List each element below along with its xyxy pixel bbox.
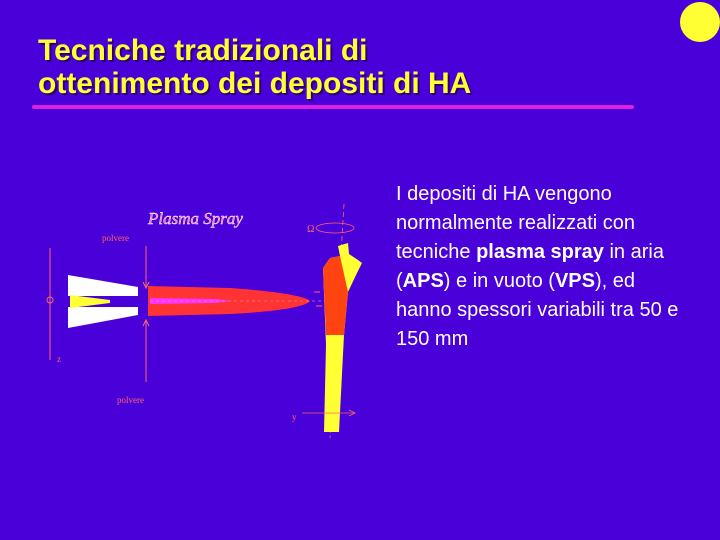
torch-cathode [70, 295, 110, 308]
powder-label-bottom: polvere [117, 395, 144, 405]
slide-title [38, 34, 638, 100]
plasma-spray-diagram [0, 170, 380, 450]
corner-decoration [680, 2, 720, 42]
y-axis-label: y [292, 412, 297, 422]
body-text-4: ), ed hanno spessori variabili tra 50 e 150 mm [396, 270, 679, 350]
title-line-1: Tecniche tradizionali di [38, 34, 368, 67]
diagram-caption: Plasma Spray [148, 209, 243, 228]
body-bold-plasma-spray: plasma spray [476, 241, 604, 263]
body-bold-vps: VPS [554, 270, 595, 292]
body-bold-aps: APS [402, 270, 444, 292]
body-text-2: in aria ( [396, 241, 664, 292]
rotation-arrow [316, 223, 354, 233]
body-text-1: I depositi di HA vengono normalmente realizzati con tecniche [396, 183, 635, 263]
body-text-3: ) e in vuoto ( [443, 270, 555, 292]
body-paragraph [396, 180, 686, 354]
title-underline [32, 105, 634, 109]
torch-electrode-bottom [68, 307, 138, 328]
torch-electrode-top [68, 275, 138, 296]
z-axis-label: z [57, 354, 61, 364]
omega-label: Ω [307, 224, 315, 235]
powder-label-top: polvere [102, 233, 129, 243]
title-line-2: ottenimento dei depositi di HA [38, 67, 472, 100]
